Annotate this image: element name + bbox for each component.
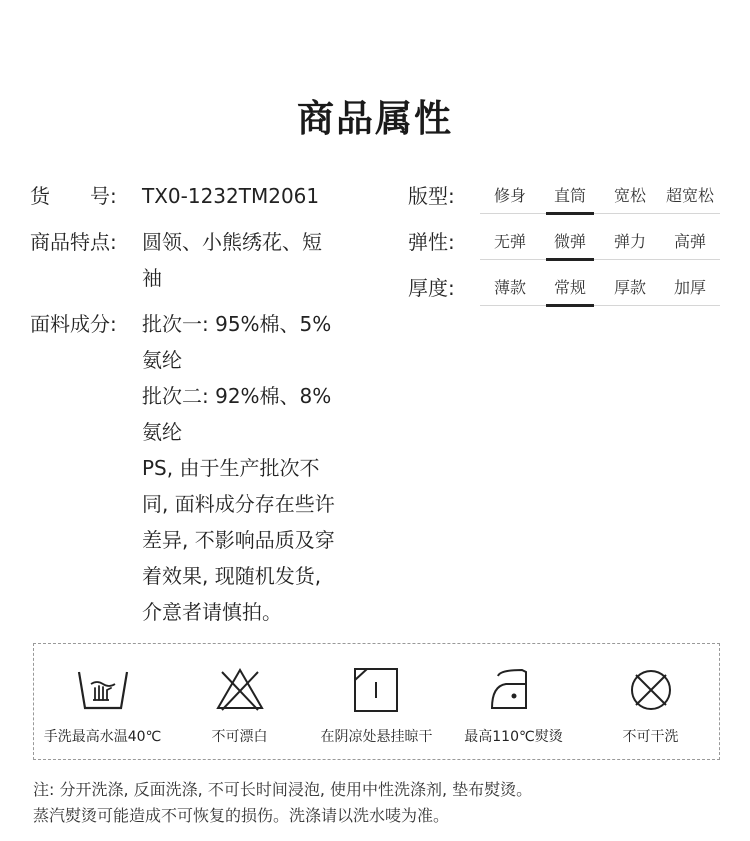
care-item	[586, 666, 716, 759]
care-label: 手洗最高水温40℃	[43, 729, 162, 745]
attr-options	[480, 178, 720, 214]
attr-option: 修身	[493, 186, 526, 205]
spec-features	[30, 224, 360, 296]
attr-option-selected: 微弹	[540, 224, 600, 259]
attr-option-selected: 常规	[540, 270, 600, 305]
note-line: 注: 分开洗涤, 反面洗涤, 不可长时间浸泡, 使用中性洗涤剂, 垫布熨烫。	[33, 780, 533, 799]
care-item	[312, 666, 442, 759]
attr-option: 高弹	[673, 232, 706, 251]
spec-line: 氨纶	[142, 420, 182, 444]
care-note	[33, 777, 733, 829]
attr-option: 超宽松	[665, 186, 714, 205]
attr-option-selected: 直筒	[540, 178, 600, 213]
attr-option: 厚款	[613, 278, 646, 297]
care-label: 在阴凉处悬挂晾干	[320, 729, 433, 745]
spec-line: 圆领、小熊绣花、短	[142, 230, 322, 254]
attr-fit	[408, 178, 720, 224]
spec-line: 批次一: 95%棉、5%	[142, 312, 332, 336]
spec-line: 氨纶	[142, 348, 182, 372]
spec-value: TX0-1232TM2061	[142, 184, 320, 208]
care-instructions	[33, 643, 720, 760]
attr-option: 加厚	[673, 278, 706, 297]
spec-label: 货 号:	[30, 184, 117, 208]
line-dry-shade-icon	[349, 666, 405, 714]
spec-label: 商品特点:	[30, 230, 117, 254]
care-item	[449, 666, 579, 759]
no-bleach-icon	[212, 666, 268, 714]
spec-value	[142, 306, 354, 630]
iron-icon	[486, 666, 542, 714]
spec-item-no	[30, 178, 360, 214]
attr-label: 弹性:	[408, 230, 455, 254]
attr-thickness	[408, 270, 720, 316]
spec-line: 批次二: 92%棉、8%	[142, 384, 332, 408]
spec-value	[142, 224, 354, 296]
hand-wash-icon	[75, 666, 131, 714]
spec-line: PS, 由于生产批次不	[142, 456, 320, 480]
spec-line: 差异, 不影响品质及穿	[142, 528, 335, 552]
attr-option: 宽松	[613, 186, 646, 205]
spec-line: 着效果, 现随机发货,	[142, 564, 322, 588]
attr-option: 弹力	[613, 232, 646, 251]
care-label: 不可干洗	[622, 729, 679, 745]
care-label: 不可漂白	[211, 729, 268, 745]
spec-list	[30, 178, 360, 640]
attr-label: 版型:	[408, 184, 455, 208]
spec-line: 介意者请慎拍。	[142, 600, 282, 624]
attr-options	[480, 224, 720, 260]
spec-label: 面料成分:	[30, 312, 117, 336]
care-item	[38, 666, 168, 759]
care-label: 最高110℃熨烫	[464, 729, 563, 745]
attr-option: 薄款	[493, 278, 526, 297]
attr-elasticity	[408, 224, 720, 270]
spec-line: 同, 面料成分存在些许	[142, 492, 335, 516]
attr-option: 无弹	[493, 232, 526, 251]
attr-label: 厚度:	[408, 276, 455, 300]
care-item	[175, 666, 305, 759]
spec-fabric	[30, 306, 360, 630]
page-title: 商品属性	[297, 97, 453, 140]
no-dry-clean-icon	[623, 666, 679, 714]
attribute-table	[408, 178, 720, 316]
spec-line: 袖	[142, 266, 162, 290]
note-line: 蒸汽熨烫可能造成不可恢复的损伤。洗涤请以洗水唛为准。	[33, 806, 450, 825]
attr-options	[480, 270, 720, 306]
